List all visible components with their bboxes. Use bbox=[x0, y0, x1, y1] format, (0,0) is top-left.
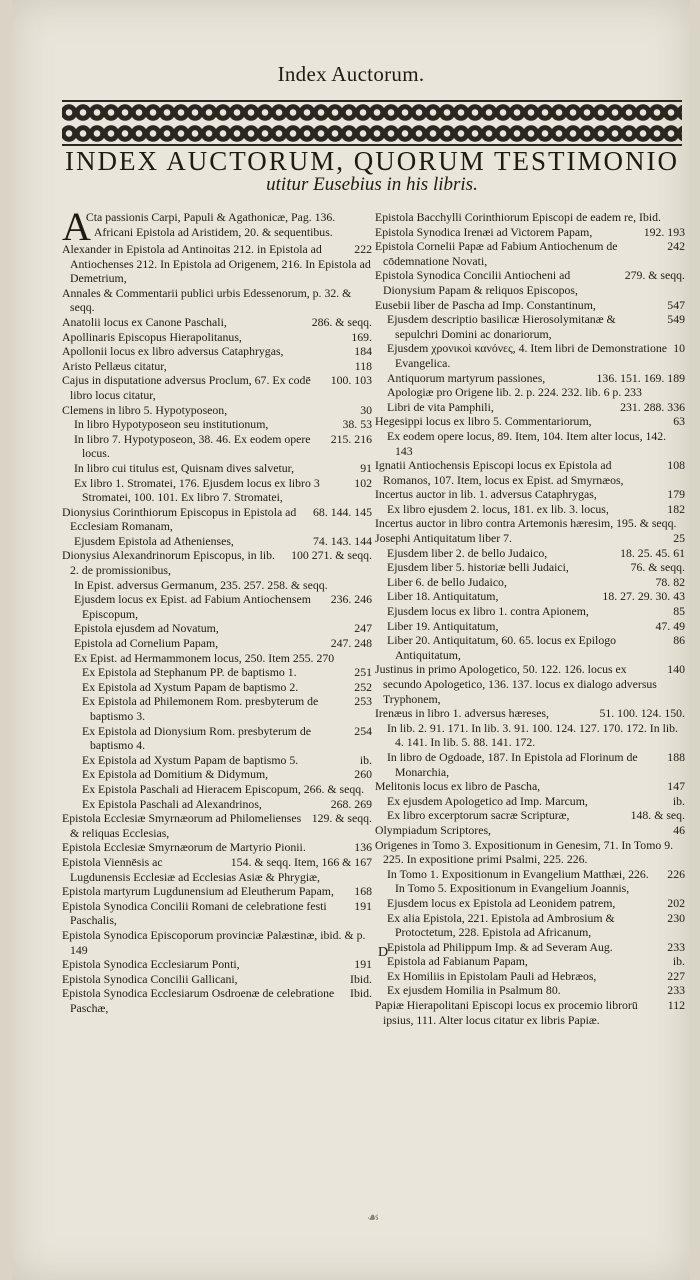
index-entry bbox=[375, 298, 685, 313]
entry-text: Liber 20. Antiquitatum, 60. 65. locus ex Epilogo Antiquitatum, bbox=[387, 633, 617, 662]
entry-text: Epistola ad Cornelium Papam, bbox=[74, 636, 219, 651]
index-entry bbox=[375, 487, 685, 502]
entry-text: Incertus auctor in libro contra Artemonis hæresim, 195. & seqq. bbox=[375, 516, 677, 531]
index-entry bbox=[62, 782, 372, 797]
index-entry bbox=[375, 823, 685, 838]
index-entry bbox=[375, 954, 685, 969]
index-entry bbox=[62, 432, 372, 461]
entry-text: In Tomo 1. Expositionum in Evangelium Matthæi, 226. In Tomo 5. Expositionum in Evangelium Joannis, bbox=[387, 866, 649, 896]
entry-pages: 247 bbox=[354, 621, 372, 636]
index-entry bbox=[62, 694, 372, 723]
index-entry bbox=[375, 546, 685, 561]
entry-pages: 76. & seqq. bbox=[630, 560, 685, 575]
entry-pages: 10 bbox=[673, 341, 685, 356]
index-entry bbox=[375, 341, 685, 370]
entry-pages: 148. & seq. bbox=[630, 808, 685, 823]
entry-text: Hegesippi locus ex libro 5. Commentariorum, bbox=[375, 414, 592, 429]
entry-text: Justinus in primo Apologetico, 50. 122. 126. locus ex secundo Apologetico, 136. 137. locus ex dialogo adversus Tryphonem, bbox=[375, 662, 657, 706]
entry-pages: 118 bbox=[354, 358, 372, 373]
entry-text: Epistola Synodica Concilii Gallicani, bbox=[62, 971, 238, 986]
entry-text: Alexander in Epistola ad Antinoitas 212. in Epistola ad Antiochenses 212. In Epistola ad Origenem, 216. In Epistola ad Demetrium, bbox=[62, 242, 371, 286]
entry-text: Clemens in libro 5. Hypotyposeon, bbox=[62, 402, 228, 417]
index-entry bbox=[62, 344, 372, 359]
entry-text: Ex Homiliis in Epistolam Pauli ad Hebræos, bbox=[387, 968, 597, 983]
entry-pages: 100 271. & seqq. bbox=[291, 548, 372, 563]
index-entry bbox=[62, 724, 372, 753]
entry-text: Ex ejusdem Homilia in Psalmum 80. bbox=[387, 983, 561, 998]
entry-text: In libro cui titulus est, Quisnam dives salvetur, bbox=[74, 460, 295, 475]
index-entry bbox=[375, 531, 685, 546]
index-entry bbox=[375, 575, 685, 590]
index-entry bbox=[62, 242, 372, 286]
entry-pages: 85 bbox=[673, 604, 685, 619]
index-entry bbox=[375, 239, 685, 268]
entry-text: Dionysius Alexandrinorum Episcopus, in lib. 2. de promissionibus, bbox=[62, 548, 275, 578]
entry-pages: 202 bbox=[667, 895, 685, 910]
entry-pages: 30 bbox=[360, 402, 372, 417]
index-entry bbox=[62, 578, 372, 593]
index-entry bbox=[375, 867, 685, 896]
entry-text: Apologiæ pro Origene lib. 2. p. 224. 232. lib. 6 p. 233 bbox=[387, 385, 642, 400]
entry-text: Ejusdem liber 2. de bello Judaico, bbox=[387, 545, 548, 560]
index-entry bbox=[375, 721, 685, 750]
index-entry bbox=[375, 502, 685, 517]
entry-pages: Ibid. bbox=[350, 971, 372, 986]
index-entry bbox=[375, 429, 685, 458]
entry-text: Ejusdem Epistola ad Athenienses, bbox=[74, 533, 234, 548]
entry-text: Ejusdem descriptio basilicæ Hierosolymitanæ & sepulchri Domini ac donariorum, bbox=[387, 312, 616, 341]
entry-text: Epistola Synodica Ecclesiarum Ponti, bbox=[62, 957, 240, 972]
index-entry bbox=[375, 516, 685, 531]
index-entry bbox=[375, 225, 685, 240]
index-entry bbox=[62, 417, 372, 432]
index-entry bbox=[375, 794, 685, 809]
entry-pages: 154. & seqq. Item, 166 & 167 bbox=[230, 854, 372, 869]
index-entry bbox=[62, 330, 372, 345]
index-entry bbox=[375, 400, 685, 415]
index-entry bbox=[62, 665, 372, 680]
entry-text: Ex Epistola ad Xystum Papam de baptismo 5. bbox=[82, 752, 299, 767]
entry-text: Ignatii Antiochensis Episcopi locus ex Epistola ad Romanos, 107. Item, locus ex Epist. ad Smyrnæos, bbox=[375, 458, 624, 487]
entry-text: Irenæus in libro 1. adversus hæreses, bbox=[375, 706, 549, 721]
index-entry bbox=[62, 957, 372, 972]
entry-pages: 78. 82 bbox=[655, 574, 685, 589]
index-title: INDEX AUCTORUM, QUORUM TESTIMONIO bbox=[64, 146, 679, 176]
entry-text: In libro de Ogdoade, 187. In Epistola ad Florinum de Monarchia, bbox=[387, 749, 638, 779]
entry-text: Origenes in Tomo 3. Expositionum in Genesim, 71. In Tomo 9. 225. In expositione primi Psalmi, 225. 226. bbox=[375, 837, 674, 867]
index-entry bbox=[62, 972, 372, 987]
footer-ornament: ☙ bbox=[367, 1211, 380, 1226]
entry-pages: 68. 144. 145 bbox=[313, 504, 372, 519]
entry-text: Aristo Pellæus citatur, bbox=[62, 358, 167, 373]
entry-pages: 222 bbox=[354, 242, 372, 256]
entry-pages: 260 bbox=[354, 767, 372, 782]
entry-pages: 86 bbox=[673, 633, 685, 648]
index-entry bbox=[375, 589, 685, 604]
entry-text: Ex Epistola ad Xystum Papam de baptismo 2. bbox=[82, 679, 299, 694]
entry-pages: 46 bbox=[673, 822, 685, 837]
index-entry bbox=[62, 797, 372, 812]
index-entry bbox=[375, 604, 685, 619]
entry-text: Ex Epistola Paschali ad Alexandrinos, bbox=[82, 796, 262, 811]
entry-text: Ex Epistola ad Dionysium Rom. presbyterum de baptismo 4. bbox=[82, 723, 312, 753]
entry-text: Josephi Antiquitatum liber 7. bbox=[375, 531, 512, 546]
index-entry bbox=[62, 592, 372, 621]
entry-text: Ex libro excerptorum sacræ Scripturæ, bbox=[387, 808, 570, 823]
entry-text: Ejusdem locus ex libro 1. contra Apionem, bbox=[387, 604, 589, 619]
index-entry bbox=[375, 414, 685, 429]
index-entry bbox=[62, 928, 372, 957]
entry-pages: ib. bbox=[672, 793, 685, 808]
entry-pages: 192. 193 bbox=[643, 224, 685, 239]
entry-pages: 102 bbox=[354, 475, 372, 490]
entry-text: Anatolii locus ex Canone Paschali, bbox=[62, 314, 227, 329]
index-entry bbox=[62, 680, 372, 695]
entry-pages: 233 bbox=[667, 983, 685, 998]
entry-pages: 279. & seqq. bbox=[624, 268, 685, 283]
entry-text: Epistola Cornelii Papæ ad Fabium Antiochenum de cōdemnatione Novati, bbox=[375, 239, 618, 268]
entry-text: Liber 6. de bello Judaico, bbox=[387, 574, 507, 589]
entry-pages: 227 bbox=[667, 968, 685, 983]
index-entry bbox=[62, 811, 372, 840]
entry-text: Epistola Bacchylli Corinthiorum Episcopi de eadem re, Ibid. bbox=[375, 210, 662, 224]
index-entry bbox=[62, 548, 372, 577]
index-entry bbox=[62, 373, 372, 402]
entry-pages: 179 bbox=[667, 487, 685, 502]
entry-text: Libri de vita Pamphili, bbox=[387, 399, 494, 414]
entry-pages: ib. bbox=[359, 752, 372, 767]
entry-pages: 74. 143. 144 bbox=[313, 533, 372, 548]
entry-pages: 253 bbox=[354, 694, 372, 709]
index-entry bbox=[375, 619, 685, 634]
entry-text: Ex alia Epistola, 221. Epistola ad Ambrosium & Protoctetum, 228. Epistola ad Africanum, bbox=[387, 910, 615, 940]
entry-text: Annales & Commentarii publici urbis Edessenorum, p. 32. & seqq. bbox=[62, 285, 352, 315]
signature-marker: D bbox=[378, 945, 389, 960]
entry-text: In lib. 2. 91. 171. In lib. 3. 91. 100. 124. 127. 170. 172. In lib. 4. 141. In lib. 5. 88. 141. 172. bbox=[387, 720, 678, 750]
index-entry bbox=[62, 636, 372, 651]
entry-text: Epistola Synodica Concilii Romani de celebratione festi Paschalis, bbox=[62, 898, 327, 928]
entry-text: Ex Epistola ad Philemonem Rom. presbyterum de baptismo 3. bbox=[82, 694, 319, 723]
entry-pages: ib. bbox=[672, 954, 685, 969]
entry-pages: 47. 49 bbox=[655, 618, 685, 633]
entry-text: Ex libro ejusdem 2. locus, 181. ex lib. 3. locus, bbox=[387, 501, 609, 516]
entry-pages: 191 bbox=[354, 957, 372, 972]
index-entry bbox=[62, 899, 372, 928]
entry-pages: 286. & seqq. bbox=[311, 314, 372, 329]
entry-pages: 91 bbox=[360, 460, 372, 475]
index-subtitle: utitur Eusebius in his libris. bbox=[266, 174, 478, 195]
entry-text: Epistola ejusdem ad Novatum, bbox=[74, 621, 219, 636]
entry-text: Epistola Synodica Concilii Antiocheni ad Dionysium Papam & reliquos Episcopos, bbox=[375, 268, 578, 297]
entry-pages: 251 bbox=[354, 665, 372, 680]
entry-pages: 231. 288. 336 bbox=[620, 399, 685, 414]
entry-pages: 191 bbox=[354, 898, 372, 913]
entry-text: In Epist. adversus Germanum, 235. 257. 258. & seqq. bbox=[74, 577, 328, 592]
index-entry bbox=[375, 385, 685, 400]
entry-pages: 233 bbox=[667, 939, 685, 954]
entry-text: Ejusdem χρονικοὶ κανόνες, 4. Item libri de Demonstratione Evangelica. bbox=[387, 341, 667, 370]
entry-text: Ex Epist. ad Hermammonem locus, 250. Item 255. 270 bbox=[74, 650, 335, 665]
index-entry bbox=[62, 855, 372, 884]
entry-text: Apollonii locus ex libro adversus Cataphrygas, bbox=[62, 344, 284, 359]
entry-text: Ex Epistola Paschali ad Hieracem Episcopum, 266. & seqq. bbox=[82, 781, 365, 796]
index-entry bbox=[375, 983, 685, 998]
entry-pages: 236. 246 bbox=[330, 592, 372, 607]
entry-text: Liber 18. Antiquitatum, bbox=[387, 589, 499, 604]
entry-text: Incertus auctor in lib. 1. adversus Cataphrygas, bbox=[375, 487, 597, 502]
index-entry bbox=[375, 750, 685, 779]
entry-text: Epistola Synodica Episcoporum provinciæ Palæstinæ, ibid. & p. 149 bbox=[62, 927, 366, 957]
drop-cap: A bbox=[62, 204, 91, 249]
entry-text: Apollinaris Episcopus Hierapolitanus, bbox=[62, 329, 242, 344]
entry-pages: 242 bbox=[667, 239, 685, 254]
entry-text: Ejusdem locus ex Epistola ad Leonidem patrem, bbox=[387, 895, 616, 910]
entry-pages: 230 bbox=[667, 910, 685, 925]
entry-text: Ejusdem locus ex Epist. ad Fabium Antiochensem Episcopum, bbox=[74, 592, 311, 621]
index-entry bbox=[375, 998, 685, 1027]
entry-pages: 549 bbox=[667, 312, 685, 327]
index-entry bbox=[62, 767, 372, 782]
entry-pages: 188 bbox=[667, 749, 685, 764]
entry-pages: 140 bbox=[667, 662, 685, 677]
entry-pages: 100. 103 bbox=[330, 373, 372, 388]
index-entry bbox=[375, 662, 685, 706]
entry-pages: 169. bbox=[351, 329, 372, 344]
index-entry bbox=[62, 476, 372, 505]
index-entry bbox=[375, 312, 685, 341]
entry-pages: 18. 27. 29. 30. 43 bbox=[602, 589, 685, 604]
entry-text: Antiquorum martyrum passiones, bbox=[387, 370, 546, 385]
index-entry bbox=[375, 808, 685, 823]
entry-pages: 18. 25. 45. 61 bbox=[620, 545, 685, 560]
index-entry bbox=[62, 534, 372, 549]
entry-text: Liber 19. Antiquitatum, bbox=[387, 618, 499, 633]
left-column bbox=[62, 204, 372, 1015]
entry-pages: 247. 248 bbox=[330, 636, 372, 651]
entry-text: Epistola Synodica Irenæi ad Victorem Papam, bbox=[375, 224, 593, 239]
entry-pages: 136. 151. 169. 189 bbox=[596, 370, 685, 385]
entry-pages: 168 bbox=[354, 884, 372, 899]
entry-text: Cta passionis Carpi, Papuli & Agathonicæ, Pag. 136. Africani Epistola ad Aristidem, 20. & sequentibus. bbox=[85, 210, 336, 239]
entry-text: Ex Epistola ad Stephanum PP. de baptismo 1. bbox=[82, 665, 297, 680]
entry-text: In libro Hypotyposeon seu institutionum, bbox=[74, 417, 269, 432]
entry-text: Epistola Ecclesiæ Smyrnæorum de Martyrio Pionii. bbox=[62, 840, 306, 855]
index-entry bbox=[62, 621, 372, 636]
index-entry bbox=[62, 753, 372, 768]
entry-text: Ejusdem liber 5. historiæ belli Judaici, bbox=[387, 560, 569, 575]
entry-pages: 108 bbox=[667, 458, 685, 473]
entry-text: In libro 7. Hypotyposeon, 38. 46. Ex eodem opere locus. bbox=[74, 431, 311, 461]
entry-text: Cajus in disputatione adversus Proclum, 67. Ex codē libro locus citatur, bbox=[62, 373, 311, 402]
entry-pages: 129. & seqq. bbox=[311, 811, 372, 826]
entry-pages: 268. 269 bbox=[330, 796, 372, 811]
entry-text: Epistola martyrum Lugdunensium ad Eleutherum Papam, bbox=[62, 884, 334, 899]
entry-text: Eusebii liber de Pascha ad Imp. Constantinum, bbox=[375, 297, 596, 312]
entry-text: Ex Epistola ad Domitium & Didymum, bbox=[82, 767, 269, 782]
index-entry bbox=[62, 315, 372, 330]
index-entry bbox=[375, 268, 685, 297]
entry-pages: 254 bbox=[354, 723, 372, 738]
index-entry bbox=[375, 940, 685, 955]
ornamental-border bbox=[62, 100, 682, 146]
index-entry bbox=[62, 286, 372, 315]
index-entry bbox=[375, 371, 685, 386]
index-entry bbox=[375, 969, 685, 984]
entry-text: Epistola Viennēsis ac Lugdunensis Ecclesiæ ad Ecclesias Asiæ & Phrygiæ, bbox=[62, 854, 320, 884]
entry-pages: 112 bbox=[667, 998, 685, 1013]
entry-pages: 182 bbox=[667, 501, 685, 516]
index-entry bbox=[375, 779, 685, 794]
entry-text: Papiæ Hierapolitani Episcopi locus ex procemio librorū ipsius, 111. Alter locus citatur ex libris Papiæ. bbox=[375, 998, 638, 1027]
index-entry bbox=[62, 884, 372, 899]
entry-pages: 25 bbox=[673, 531, 685, 546]
book-page bbox=[12, 0, 690, 1280]
index-entry bbox=[375, 560, 685, 575]
entry-text: Epistola ad Fabianum Papam, bbox=[387, 954, 528, 969]
entry-pages: 226 bbox=[667, 866, 685, 881]
entry-pages: 38. 53 bbox=[342, 417, 372, 432]
index-entry bbox=[375, 838, 685, 867]
entry-pages: 252 bbox=[354, 679, 372, 694]
entry-pages: 136 bbox=[354, 840, 372, 855]
entry-text: Dionysius Corinthiorum Episcopus in Epistola ad Ecclesiam Romanam, bbox=[62, 504, 297, 534]
index-entry bbox=[375, 633, 685, 662]
entry-pages: Ibid. bbox=[350, 986, 372, 1001]
entry-text: Epistola Ecclesiæ Smyrnæorum ad Philomelienses & reliquas Ecclesias, bbox=[62, 811, 302, 840]
index-entry bbox=[375, 706, 685, 721]
index-entry bbox=[62, 840, 372, 855]
right-column bbox=[375, 210, 685, 1027]
index-entry bbox=[375, 458, 685, 487]
entry-pages: 147 bbox=[667, 779, 685, 794]
index-entry bbox=[62, 505, 372, 534]
index-entry bbox=[62, 461, 372, 476]
entry-pages: 63 bbox=[673, 414, 685, 429]
index-entry bbox=[62, 986, 372, 1015]
entry-text: Olympiadum Scriptores, bbox=[375, 822, 491, 837]
index-entry bbox=[62, 403, 372, 418]
index-entry bbox=[375, 896, 685, 911]
running-head: Index Auctorum. bbox=[277, 62, 425, 86]
entry-text: Melitonis locus ex libro de Pascha, bbox=[375, 779, 541, 794]
index-entry bbox=[62, 651, 372, 666]
entry-pages: 51. 100. 124. 150. bbox=[599, 706, 685, 721]
index-entry bbox=[375, 911, 685, 940]
index-entry bbox=[375, 210, 685, 225]
entry-text: Ex ejusdem Apologetico ad Imp. Marcum, bbox=[387, 793, 588, 808]
entry-text: Epistola ad Philippum Imp. & ad Severam Aug. bbox=[387, 939, 613, 954]
entry-text: Ex eodem opere locus, 89. Item, 104. Item alter locus, 142. 143 bbox=[387, 428, 667, 458]
entry-text: Ex libro 1. Stromatei, 176. Ejusdem locus ex libro 3 Stromatei, 100. 101. Ex libro 7. Stromatei, bbox=[74, 475, 320, 505]
entry-pages: 215. 216 bbox=[330, 431, 372, 446]
entry-pages: 184 bbox=[354, 344, 372, 359]
entry-pages: 547 bbox=[667, 297, 685, 312]
entry-text: Epistola Synodica Ecclesiarum Osdroenæ de celebratione Paschæ, bbox=[62, 986, 335, 1015]
index-entry bbox=[62, 359, 372, 374]
